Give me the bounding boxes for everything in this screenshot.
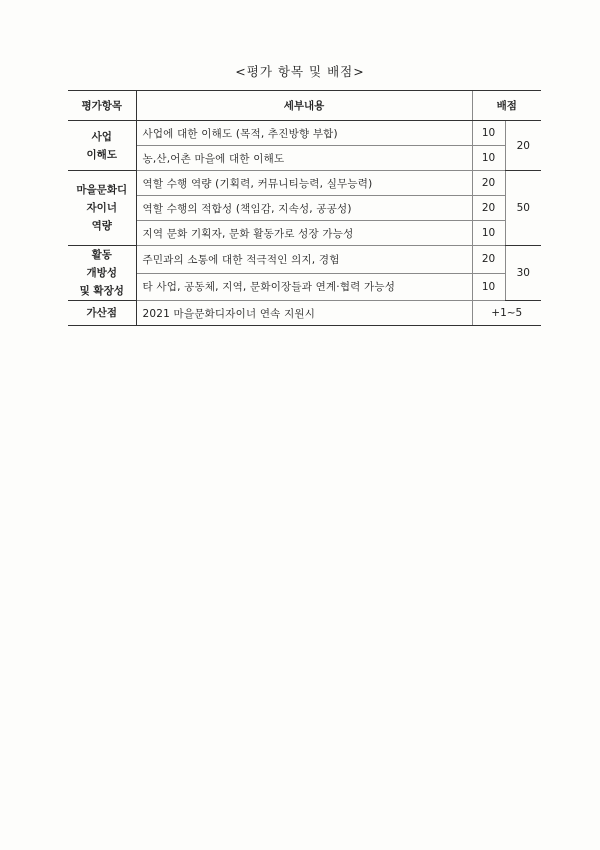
total-score-cell: 20 [505, 121, 541, 171]
document-title: <평가 항목 및 배점> [235, 64, 365, 79]
table-row [68, 121, 541, 146]
score-cell: 20 [472, 196, 505, 221]
table-row [68, 196, 541, 221]
table-row [68, 146, 541, 171]
category-line: 자이너 [86, 202, 117, 214]
header-score: 배점 [472, 91, 541, 121]
table-header-row [68, 91, 541, 121]
detail-cell: 농,산,어촌 마을에 대한 이해도 [136, 146, 472, 171]
header-detail: 세부내용 [136, 91, 472, 121]
score-cell: 10 [472, 221, 505, 246]
table-row [68, 273, 541, 301]
score-cell: 10 [472, 273, 505, 301]
detail-cell: 지역 문화 기획자, 문화 활동가로 성장 가능성 [136, 221, 472, 246]
bonus-category-cell: 가산점 [68, 301, 136, 326]
category-line: 사업 [91, 130, 112, 143]
detail-cell: 주민과의 소통에 대한 적극적인 의지, 경험 [136, 246, 472, 274]
category-cell [68, 246, 136, 301]
score-cell: 10 [472, 146, 505, 171]
detail-cell: 타 사업, 공동체, 지역, 문화이장들과 연계·협력 가능성 [136, 273, 472, 301]
score-cell: 10 [472, 121, 505, 146]
bonus-detail-cell: 2021 마을문화디자이너 연속 지원시 [136, 301, 472, 326]
evaluation-table [68, 90, 541, 326]
category-line: 개방성 [86, 267, 117, 279]
category-line: 역량 [91, 220, 112, 232]
category-line: 이해도 [86, 148, 117, 161]
detail-cell: 사업에 대한 이해도 (목적, 추진방향 부합) [136, 121, 472, 146]
category-line: 및 확장성 [79, 285, 124, 297]
score-cell: 20 [472, 246, 505, 274]
total-score-cell: 50 [505, 171, 541, 246]
table-row [68, 171, 541, 196]
bonus-score-cell: +1~5 [472, 301, 541, 326]
header-category: 평가항목 [68, 91, 136, 121]
detail-cell: 역할 수행 역량 (기획력, 커뮤니티능력, 실무능력) [136, 171, 472, 196]
category-line: 활동 [91, 249, 112, 261]
category-line: 마을문화디 [76, 184, 128, 196]
bonus-row [68, 301, 541, 326]
table-row [68, 246, 541, 274]
category-cell [68, 171, 136, 246]
score-cell: 20 [472, 171, 505, 196]
detail-cell: 역할 수행의 적합성 (책임감, 지속성, 공공성) [136, 196, 472, 221]
category-cell [68, 121, 136, 171]
table-row [68, 221, 541, 246]
total-score-cell: 30 [505, 246, 541, 301]
